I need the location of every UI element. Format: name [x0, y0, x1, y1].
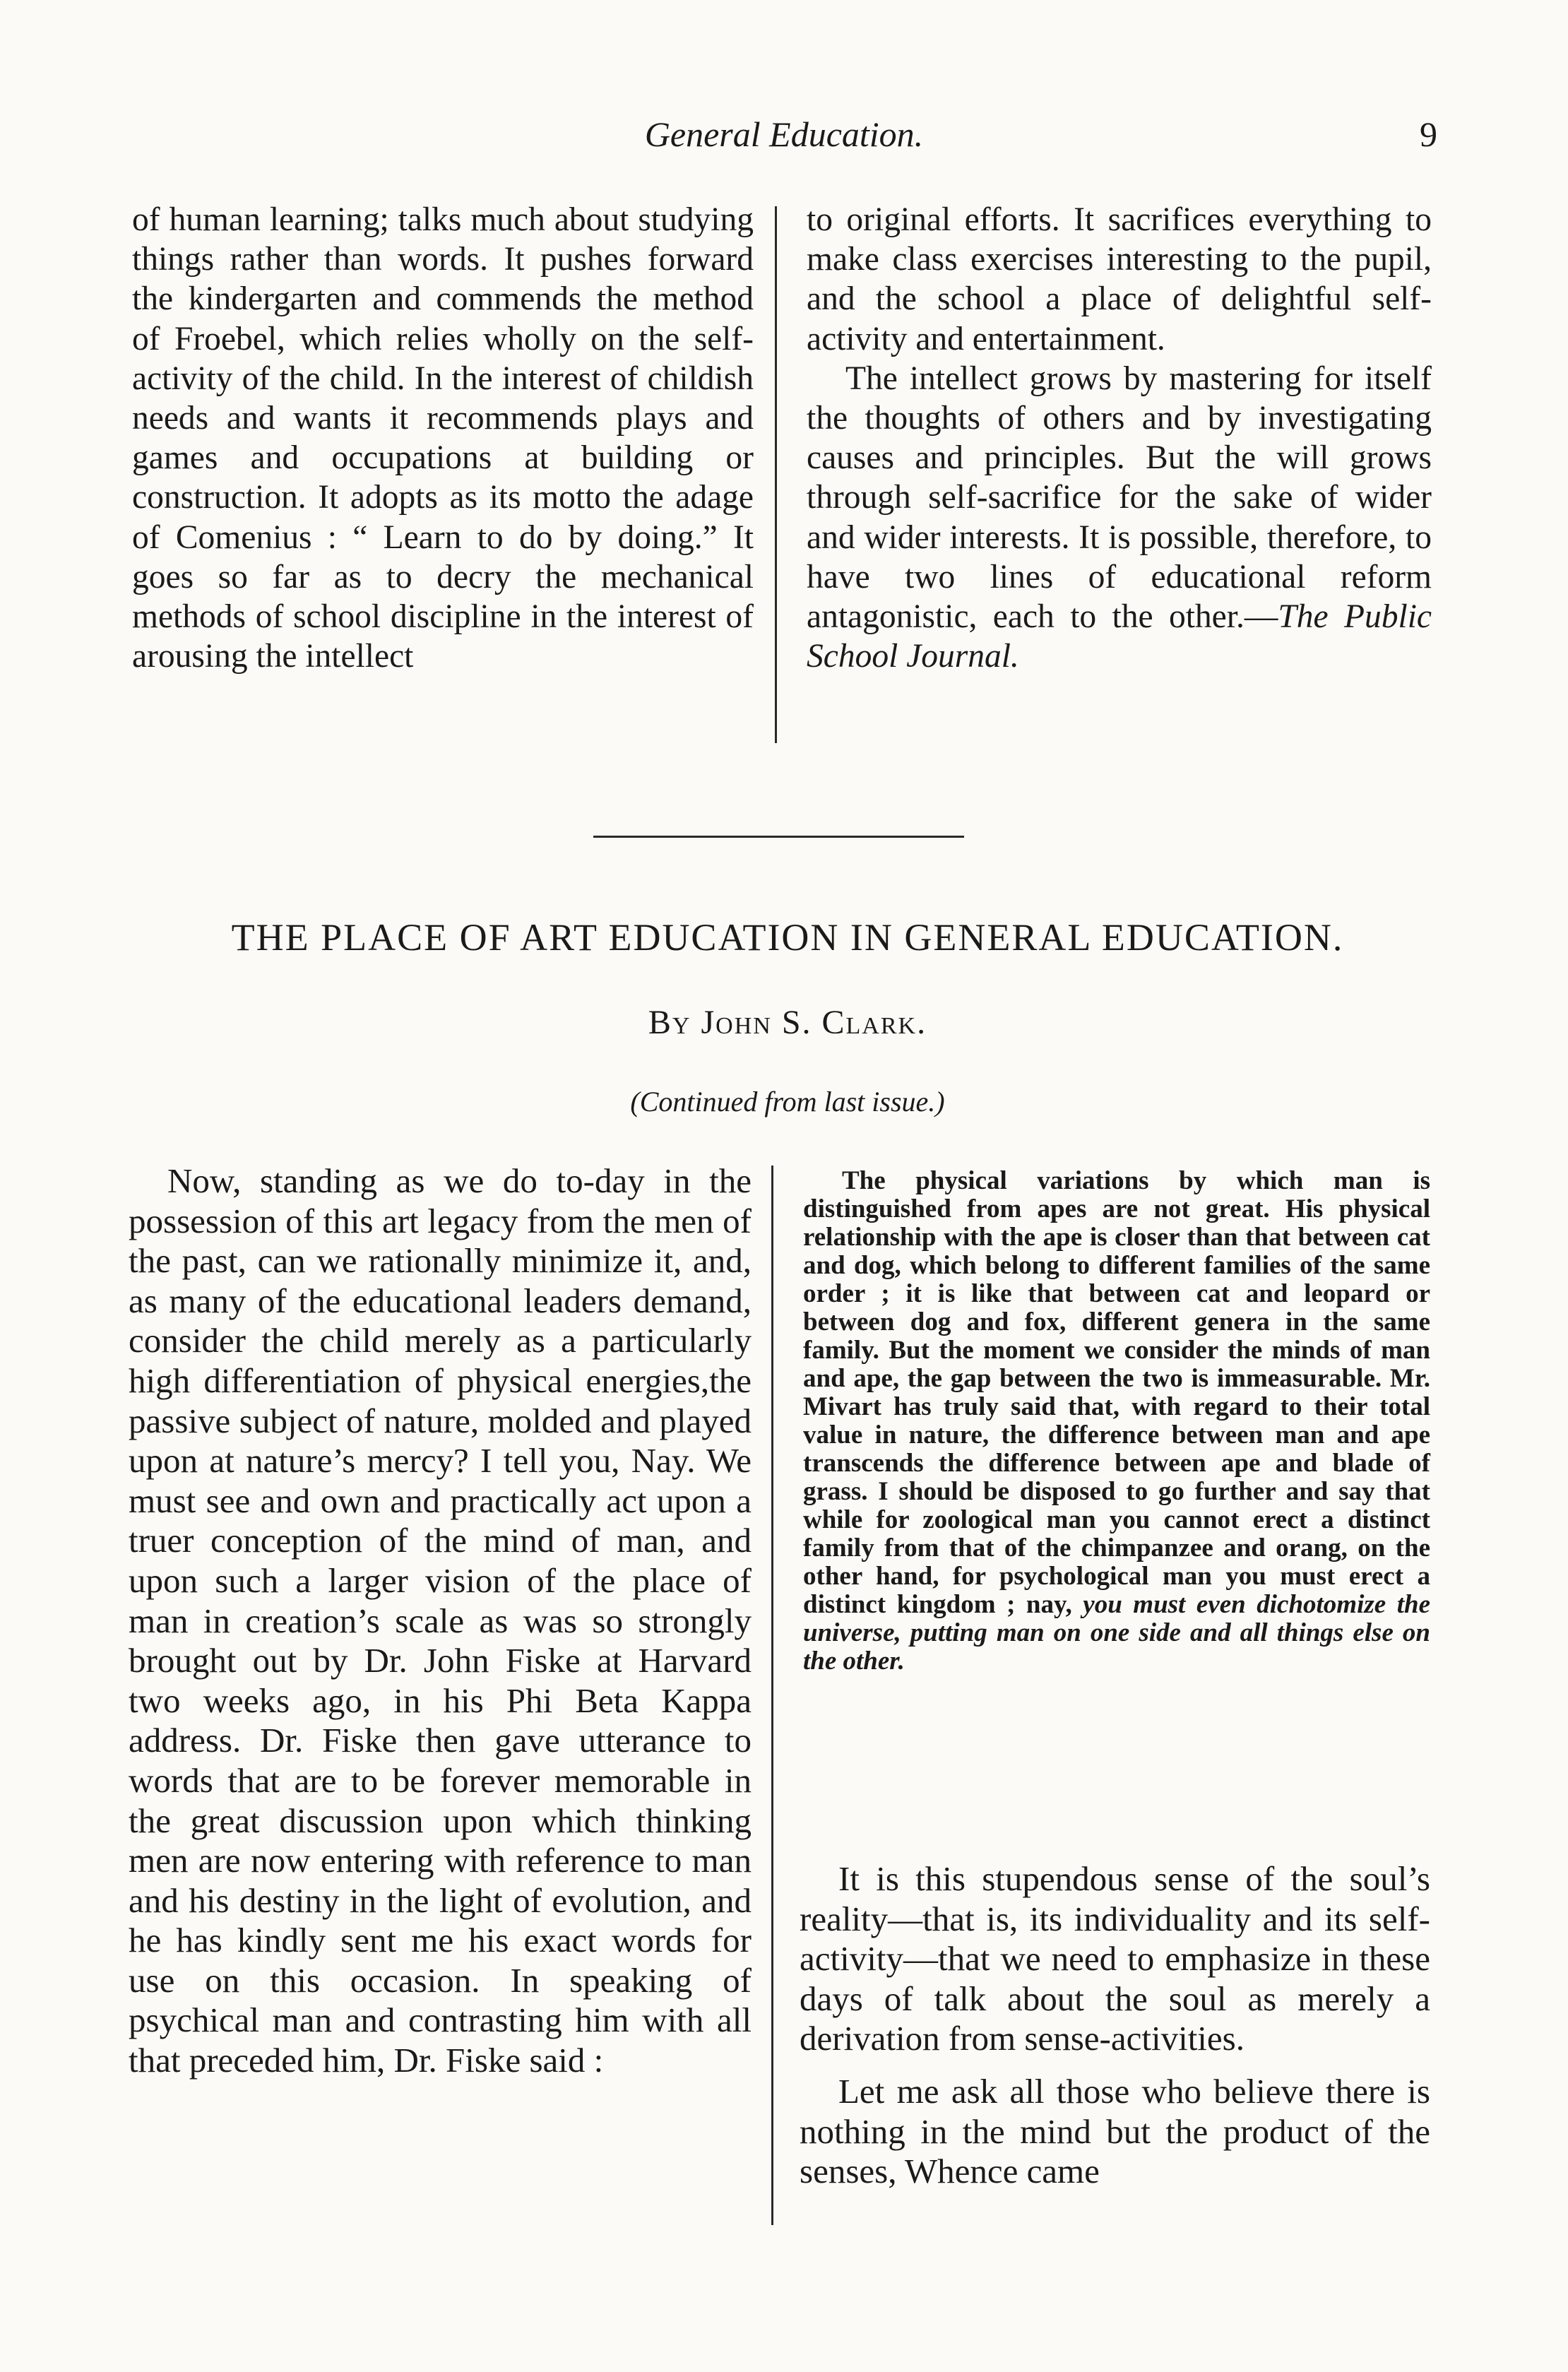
page-number: 9 — [1420, 114, 1437, 154]
source-citation: The Public School Journal. — [807, 598, 1432, 675]
top-right-paragraph-2-text: The intellect grows by mastering for itself the thoughts of others and by investigating causes and principles. But the will grows through self-sacrifice for the sake of wider and wider interests. It is possible, therefore, to have two lines of educational reform antagonistic, each to the other.— — [807, 360, 1432, 636]
article-right-column — [800, 1859, 1430, 2192]
article-byline: By John S. Clark. — [648, 1004, 927, 1041]
top-left-column — [132, 200, 754, 676]
top-right-paragraph-2 — [807, 359, 1432, 677]
quote-text: The physical variations by which man is distinguished from apes are not great. His physical relationship with the ape is closer than that between cat and dog, which belong to different families of the same order ; it is like that between cat and leopard or between dog and fox, different genera in the same family. But the moment we consider the minds of man and ape, the gap between the two is immeasurable. Mr. Mivart has truly said that, with regard to their total value in nature, the difference between man and ape transcends the difference between ape and blade of grass. I should be disposed to go further and say that while for zoological man you cannot erect a distinct family from that of the chimpanzee and orang, on the other hand, for psychological man you must erect a distinct kingdom ; nay, — [803, 1166, 1430, 1619]
article-right-paragraph-1: It is this stupendous sense of the soul’s reality—that is, its individuality and its self-activity—that we need to emphasize in these days of talk about the soul as merely a derivation from sense-activities. — [800, 1859, 1430, 2058]
top-left-paragraph: of human learning; talks much about studying things rather than words. It pushes forward the kindergarten and commends the method of Froebel, which relies wholly on the self-activity of the child. In the interest of childish needs and wants it recommends plays and games and occupations at building or construction. It adopts as its motto the adage of Comenius : “ Learn to do by doing.” It goes so far as to decry the mechanical methods of school discipline in the interest of arousing the intellect — [132, 201, 754, 675]
top-column-rule — [775, 206, 777, 743]
fiske-quote — [803, 1167, 1430, 1676]
article-title: THE PLACE OF ART EDUCATION IN GENERAL EDUCATION. — [231, 916, 1344, 959]
section-separator — [593, 836, 964, 838]
article-column-rule — [771, 1166, 773, 2225]
article-left-column — [129, 1161, 752, 2081]
continued-note: (Continued from last issue.) — [630, 1086, 945, 1117]
article-left-paragraph: Now, standing as we do to-day in the possession of this art legacy from the men of the past, can we rationally minimize it, and, as many of the educational leaders demand, consider the child merely as a particularly high differentiation of physical energies,the passive subject of nature, molded and played upon at nature’s mercy? I tell you, Nay. We must see and own and practically act upon a truer conception of the mind of man, and upon such a larger vision of the place of man in creation’s scale as was so strongly brought out by Dr. John Fiske at Harvard two weeks ago, in his Phi Beta Kappa address. Dr. Fiske then gave utterance to words that are to be forever memorable in the great discussion upon which thinking men are now entering with reference to man and his destiny in the light of evolution, and he has kindly sent me his exact words for use on this occasion. In speaking of psychical man and contrasting him with all that preceded him, Dr. Fiske said : — [129, 1161, 752, 2080]
top-right-paragraph-1: to original efforts. It sacrifices everything to make class exercises interesting to the pupil, and the school a place of delightful self-activity and entertainment. — [807, 201, 1432, 357]
top-right-column — [807, 200, 1432, 676]
running-head — [131, 106, 1437, 162]
running-title: General Education. — [644, 114, 924, 154]
quote-italic: you must even dichotomize the universe, putting man on one side and all things else on the other. — [803, 1590, 1430, 1676]
article-right-paragraph-2: Let me ask all those who believe there is nothing in the mind but the product of the senses, Whence came — [800, 2071, 1430, 2191]
